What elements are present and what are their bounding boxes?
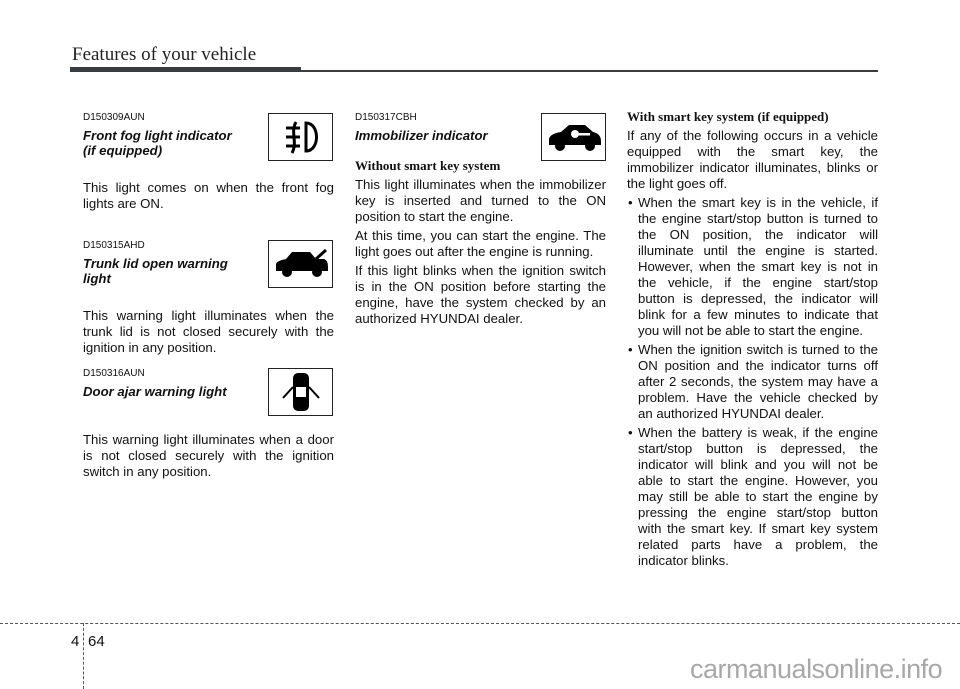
door-section-heading bbox=[83, 368, 263, 399]
paragraph: This light comes on when the front fog lights are ON. bbox=[83, 180, 334, 211]
chapter-number: 4 bbox=[71, 633, 80, 650]
section-title: (if equipped) bbox=[83, 143, 163, 158]
page-header-title: Features of your vehicle bbox=[72, 44, 257, 65]
door-ajar-icon bbox=[268, 368, 333, 416]
list-item: • When the ignition switch is turned to the ON position and the indicator turns off after 2 seconds, the system may have a problem. Have the vehicle checked by an authorized HYUNDAI dealer. bbox=[627, 342, 878, 422]
section-code: D150309AUN bbox=[83, 112, 145, 123]
section-title: light bbox=[83, 271, 111, 286]
paragraph: This light illuminates when the immobilizer key is inserted and turned to the ON position to start the engine. bbox=[355, 177, 606, 224]
footer-divider bbox=[0, 623, 960, 624]
section-code: D150316AUN bbox=[83, 368, 145, 379]
immobilizer-heading bbox=[355, 112, 535, 143]
list-item: • When the battery is weak, if the engine start/stop button is depressed, the indicator will blink and you will not be able to start the engine. However, you may still be able to start the engine by pressing the engine start/stop button with the smart key. If smart key system related parts have a problem, the indicator blinks. bbox=[627, 425, 878, 569]
immobilizer-body bbox=[355, 158, 606, 330]
list-item: • When the smart key is in the vehicle, if the engine start/stop button is turned to the ON position, the indicator will illuminate until the engine is started. However, when the smart key is not in the vehicle, if the engine start/stop button is depressed, the indicator will blink for a few minutes to indicate that you will not be able to start the engine. bbox=[627, 195, 878, 339]
section-code: D150317CBH bbox=[355, 112, 417, 123]
bullet-list bbox=[627, 195, 878, 569]
immobilizer-icon bbox=[541, 113, 606, 161]
paragraph: If any of the following occurs in a vehicle equipped with the smart key, the immobilizer indicator illuminates, blinks or the light goes off. bbox=[627, 128, 878, 191]
front-fog-light-icon bbox=[268, 113, 333, 161]
section-code: D150315AHD bbox=[83, 240, 145, 251]
section-title: Immobilizer indicator bbox=[355, 128, 488, 143]
subheading: With smart key system (if equipped) bbox=[627, 109, 829, 124]
header-rule bbox=[301, 70, 878, 72]
subheading: Without smart key system bbox=[355, 158, 501, 173]
fog-section-heading bbox=[83, 112, 263, 158]
page-number: 64 bbox=[88, 633, 105, 650]
smart-key-section bbox=[627, 109, 878, 572]
watermark: carmanualsonline.info bbox=[690, 654, 943, 684]
paragraph: If this light blinks when the ignition switch is in the ON position before starting the engine, have the system checked by an authorized HYUNDAI dealer. bbox=[355, 263, 606, 326]
section-title: Door ajar warning light bbox=[83, 384, 227, 399]
paragraph: At this time, you can start the engine. The light goes out after the engine is running. bbox=[355, 228, 606, 259]
section-title: Trunk lid open warning bbox=[83, 256, 228, 271]
section-title: Front fog light indicator bbox=[83, 128, 232, 143]
door-section-body bbox=[83, 432, 334, 483]
footer-vertical-divider bbox=[83, 623, 84, 689]
paragraph: This warning light illuminates when the trunk lid is not closed securely with the ignition in any position. bbox=[83, 308, 334, 355]
header-bar bbox=[70, 67, 301, 72]
trunk-open-icon bbox=[268, 240, 333, 288]
fog-section-body bbox=[83, 180, 334, 215]
paragraph: This warning light illuminates when a door is not closed securely with the ignition switch in any position. bbox=[83, 432, 334, 479]
trunk-section-heading bbox=[83, 240, 263, 286]
trunk-section-body bbox=[83, 308, 334, 359]
